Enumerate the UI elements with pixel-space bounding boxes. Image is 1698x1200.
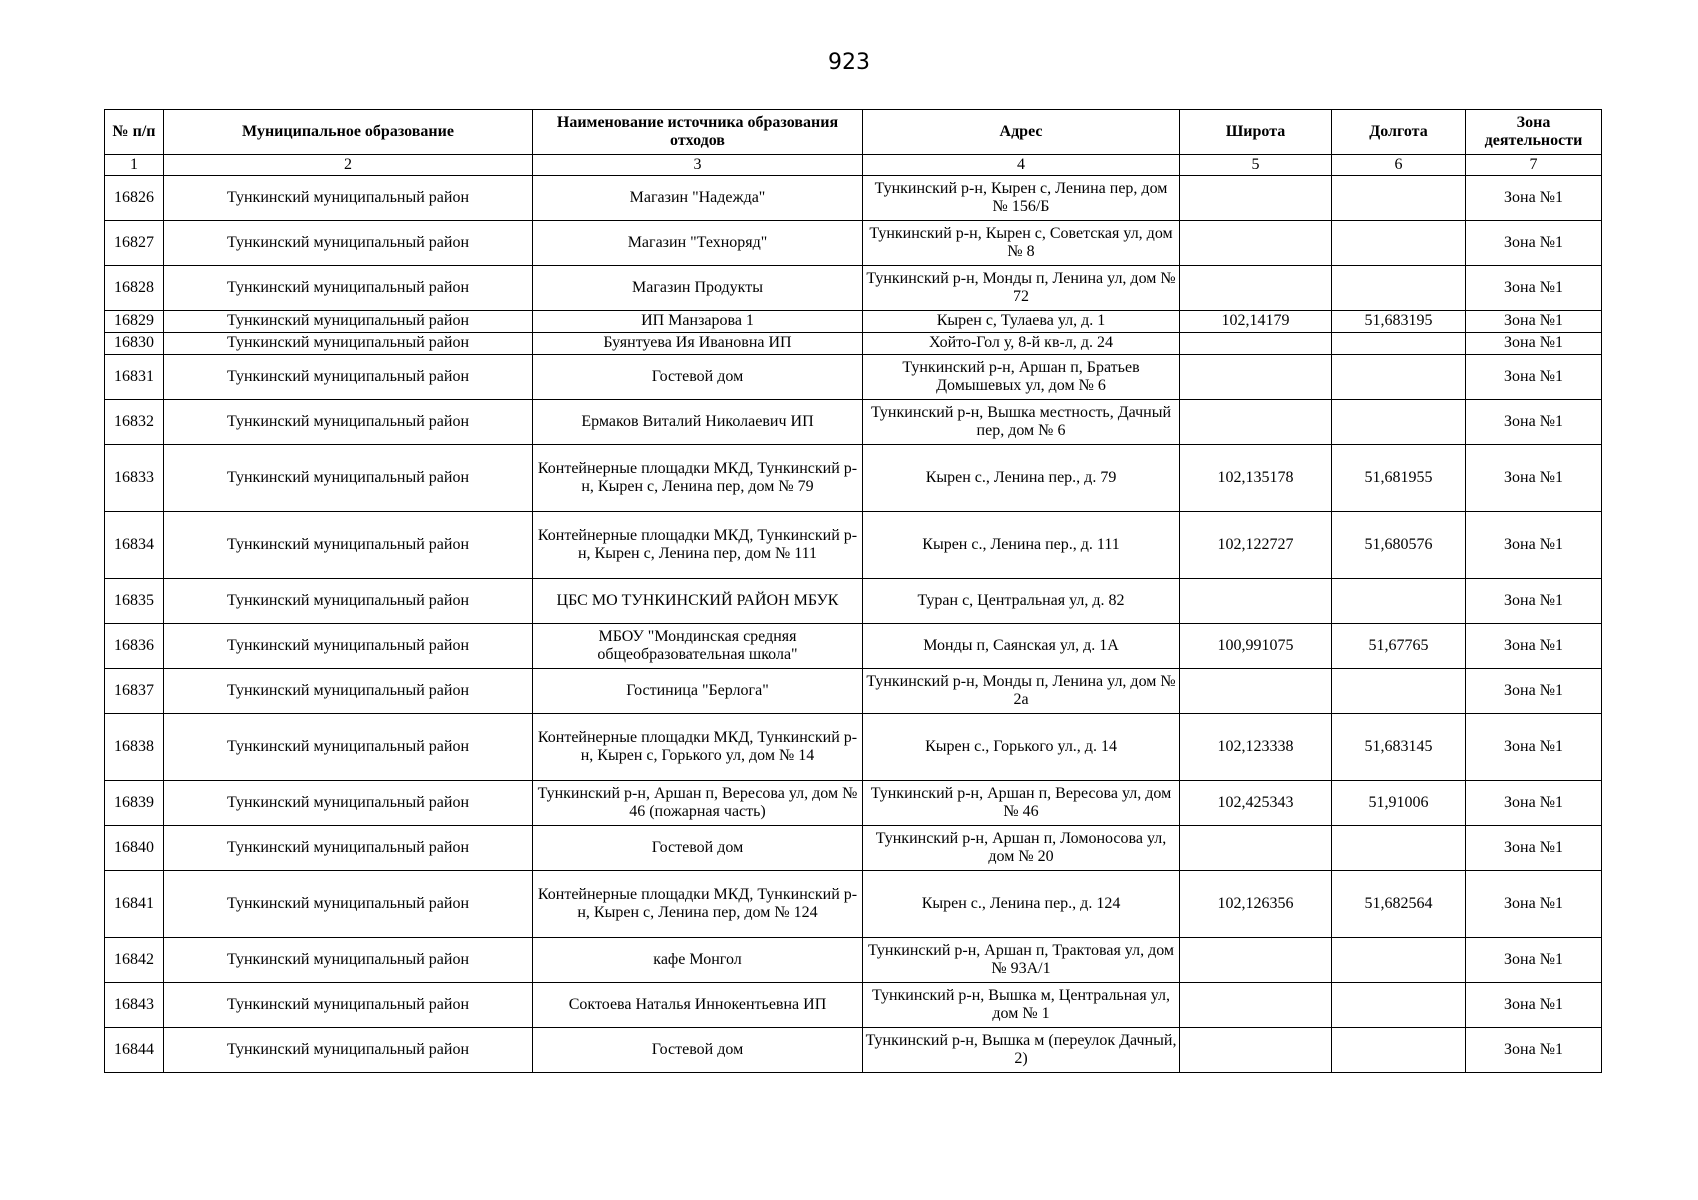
cell-num: 16828: [105, 266, 164, 311]
cell-source: ИП Манзарова 1: [533, 311, 863, 333]
cell-address: Монды п, Саянская ул, д. 1А: [863, 624, 1180, 669]
cell-address: Кырен с., Ленина пер., д. 111: [863, 512, 1180, 579]
cell-municipality: Тункинский муниципальный район: [164, 355, 533, 400]
header-zone: Зона деятельности: [1466, 110, 1602, 155]
cell-num: 16833: [105, 445, 164, 512]
cell-municipality: Тункинский муниципальный район: [164, 221, 533, 266]
cell-zone: Зона №1: [1466, 221, 1602, 266]
table-row: [105, 871, 1602, 938]
cell-num: 16838: [105, 714, 164, 781]
cell-latitude: [1180, 826, 1332, 871]
cell-zone: Зона №1: [1466, 781, 1602, 826]
column-number: 2: [164, 155, 533, 176]
cell-address: Туран с, Центральная ул, д. 82: [863, 579, 1180, 624]
cell-latitude: 102,14179: [1180, 311, 1332, 333]
cell-latitude: 102,135178: [1180, 445, 1332, 512]
table-header-row: [105, 110, 1602, 155]
cell-zone: Зона №1: [1466, 311, 1602, 333]
cell-address: Тункинский р-н, Вышка местность, Дачный пер, дом № 6: [863, 400, 1180, 445]
table-row: [105, 938, 1602, 983]
cell-latitude: [1180, 176, 1332, 221]
table-row: [105, 176, 1602, 221]
cell-latitude: [1180, 983, 1332, 1028]
cell-latitude: [1180, 333, 1332, 355]
cell-num: 16843: [105, 983, 164, 1028]
cell-num: 16835: [105, 579, 164, 624]
cell-latitude: [1180, 579, 1332, 624]
cell-address: Тункинский р-н, Вышка м, Центральная ул, дом № 1: [863, 983, 1180, 1028]
cell-source: Контейнерные площадки МКД, Тункинский р-н, Кырен с, Ленина пер, дом № 124: [533, 871, 863, 938]
cell-source: МБОУ "Мондинская средняя общеобразовательная школа": [533, 624, 863, 669]
cell-source: Контейнерные площадки МКД, Тункинский р-н, Кырен с, Горького ул, дом № 14: [533, 714, 863, 781]
cell-source: Ермаков Виталий Николаевич ИП: [533, 400, 863, 445]
cell-num: 16844: [105, 1028, 164, 1073]
cell-longitude: 51,680576: [1332, 512, 1466, 579]
cell-longitude: [1332, 1028, 1466, 1073]
cell-num: 16834: [105, 512, 164, 579]
cell-zone: Зона №1: [1466, 445, 1602, 512]
column-number: 1: [105, 155, 164, 176]
cell-zone: Зона №1: [1466, 624, 1602, 669]
cell-source: Гостевой дом: [533, 826, 863, 871]
cell-zone: Зона №1: [1466, 669, 1602, 714]
cell-source: Соктоева Наталья Иннокентьевна ИП: [533, 983, 863, 1028]
table-row: [105, 1028, 1602, 1073]
cell-longitude: [1332, 669, 1466, 714]
cell-municipality: Тункинский муниципальный район: [164, 624, 533, 669]
cell-num: 16832: [105, 400, 164, 445]
cell-address: Хойто-Гол у, 8-й кв-л, д. 24: [863, 333, 1180, 355]
table-row: [105, 579, 1602, 624]
cell-source: Гостевой дом: [533, 355, 863, 400]
cell-source: Контейнерные площадки МКД, Тункинский р-н, Кырен с, Ленина пер, дом № 79: [533, 445, 863, 512]
cell-latitude: [1180, 355, 1332, 400]
header-latitude: Широта: [1180, 110, 1332, 155]
cell-zone: Зона №1: [1466, 333, 1602, 355]
cell-zone: Зона №1: [1466, 355, 1602, 400]
cell-longitude: [1332, 176, 1466, 221]
table-row: [105, 714, 1602, 781]
cell-municipality: Тункинский муниципальный район: [164, 938, 533, 983]
cell-num: 16830: [105, 333, 164, 355]
waste-sources-table: [104, 109, 1602, 1073]
cell-latitude: 102,126356: [1180, 871, 1332, 938]
cell-num: 16836: [105, 624, 164, 669]
header-longitude: Долгота: [1332, 110, 1466, 155]
cell-address: Тункинский р-н, Аршан п, Братьев Домышевых ул, дом № 6: [863, 355, 1180, 400]
cell-source: Магазин Продукты: [533, 266, 863, 311]
cell-zone: Зона №1: [1466, 714, 1602, 781]
cell-longitude: 51,67765: [1332, 624, 1466, 669]
cell-source: Гостиница "Берлога": [533, 669, 863, 714]
cell-source: Контейнерные площадки МКД, Тункинский р-н, Кырен с, Ленина пер, дом № 111: [533, 512, 863, 579]
table-row: [105, 669, 1602, 714]
cell-source: Буянтуева Ия Ивановна ИП: [533, 333, 863, 355]
cell-address: Кырен с., Ленина пер., д. 124: [863, 871, 1180, 938]
cell-latitude: [1180, 221, 1332, 266]
cell-longitude: [1332, 333, 1466, 355]
column-number: 7: [1466, 155, 1602, 176]
cell-address: Кырен с., Ленина пер., д. 79: [863, 445, 1180, 512]
cell-num: 16842: [105, 938, 164, 983]
cell-latitude: [1180, 400, 1332, 445]
cell-num: 16840: [105, 826, 164, 871]
cell-longitude: [1332, 221, 1466, 266]
cell-source: Тункинский р-н, Аршан п, Вересова ул, дом № 46 (пожарная часть): [533, 781, 863, 826]
column-number: 6: [1332, 155, 1466, 176]
cell-address: Тункинский р-н, Аршан п, Вересова ул, дом № 46: [863, 781, 1180, 826]
table-row: [105, 624, 1602, 669]
cell-num: 16837: [105, 669, 164, 714]
cell-latitude: 102,122727: [1180, 512, 1332, 579]
header-municipality: Муниципальное образование: [164, 110, 533, 155]
cell-longitude: 51,682564: [1332, 871, 1466, 938]
cell-address: Тункинский р-н, Вышка м (переулок Дачный, 2): [863, 1028, 1180, 1073]
cell-zone: Зона №1: [1466, 266, 1602, 311]
cell-latitude: 102,425343: [1180, 781, 1332, 826]
cell-zone: Зона №1: [1466, 579, 1602, 624]
cell-source: Магазин "Надежда": [533, 176, 863, 221]
cell-municipality: Тункинский муниципальный район: [164, 266, 533, 311]
cell-address: Тункинский р-н, Кырен с, Ленина пер, дом № 156/Б: [863, 176, 1180, 221]
cell-municipality: Тункинский муниципальный район: [164, 176, 533, 221]
column-number: 3: [533, 155, 863, 176]
table-row: [105, 781, 1602, 826]
cell-longitude: [1332, 400, 1466, 445]
cell-longitude: [1332, 579, 1466, 624]
cell-address: Кырен с., Горького ул., д. 14: [863, 714, 1180, 781]
cell-municipality: Тункинский муниципальный район: [164, 983, 533, 1028]
column-number: 5: [1180, 155, 1332, 176]
cell-municipality: Тункинский муниципальный район: [164, 512, 533, 579]
table-row: [105, 400, 1602, 445]
table-row: [105, 311, 1602, 333]
cell-latitude: [1180, 669, 1332, 714]
cell-municipality: Тункинский муниципальный район: [164, 1028, 533, 1073]
cell-num: 16826: [105, 176, 164, 221]
table-row: [105, 266, 1602, 311]
cell-longitude: [1332, 355, 1466, 400]
cell-latitude: [1180, 266, 1332, 311]
cell-address: Тункинский р-н, Кырен с, Советская ул, дом № 8: [863, 221, 1180, 266]
cell-address: Тункинский р-н, Монды п, Ленина ул, дом № 72: [863, 266, 1180, 311]
cell-longitude: 51,91006: [1332, 781, 1466, 826]
table-row: [105, 221, 1602, 266]
cell-address: Кырен с, Тулаева ул, д. 1: [863, 311, 1180, 333]
header-num: № п/п: [105, 110, 164, 155]
cell-address: Тункинский р-н, Аршан п, Трактовая ул, дом № 93А/1: [863, 938, 1180, 983]
cell-address: Тункинский р-н, Аршан п, Ломоносова ул, дом № 20: [863, 826, 1180, 871]
table-row: [105, 826, 1602, 871]
table-row: [105, 333, 1602, 355]
cell-zone: Зона №1: [1466, 826, 1602, 871]
table-row: [105, 355, 1602, 400]
cell-municipality: Тункинский муниципальный район: [164, 311, 533, 333]
cell-longitude: 51,683195: [1332, 311, 1466, 333]
cell-source: Магазин "Техноряд": [533, 221, 863, 266]
header-address: Адрес: [863, 110, 1180, 155]
cell-longitude: 51,683145: [1332, 714, 1466, 781]
cell-longitude: [1332, 938, 1466, 983]
cell-latitude: 100,991075: [1180, 624, 1332, 669]
cell-latitude: 102,123338: [1180, 714, 1332, 781]
cell-municipality: Тункинский муниципальный район: [164, 333, 533, 355]
cell-zone: Зона №1: [1466, 983, 1602, 1028]
page-number: 923: [828, 50, 870, 75]
cell-municipality: Тункинский муниципальный район: [164, 826, 533, 871]
cell-zone: Зона №1: [1466, 938, 1602, 983]
cell-municipality: Тункинский муниципальный район: [164, 871, 533, 938]
cell-zone: Зона №1: [1466, 176, 1602, 221]
table-row: [105, 983, 1602, 1028]
cell-latitude: [1180, 938, 1332, 983]
cell-source: кафе Монгол: [533, 938, 863, 983]
cell-address: Тункинский р-н, Монды п, Ленина ул, дом № 2а: [863, 669, 1180, 714]
cell-num: 16839: [105, 781, 164, 826]
table-row: [105, 445, 1602, 512]
cell-num: 16831: [105, 355, 164, 400]
header-source: Наименование источника образования отходов: [533, 110, 863, 155]
column-number-row: [105, 155, 1602, 176]
cell-longitude: [1332, 826, 1466, 871]
cell-longitude: 51,681955: [1332, 445, 1466, 512]
cell-num: 16827: [105, 221, 164, 266]
cell-num: 16841: [105, 871, 164, 938]
cell-num: 16829: [105, 311, 164, 333]
cell-zone: Зона №1: [1466, 400, 1602, 445]
cell-latitude: [1180, 1028, 1332, 1073]
table-row: [105, 512, 1602, 579]
cell-longitude: [1332, 266, 1466, 311]
cell-municipality: Тункинский муниципальный район: [164, 669, 533, 714]
cell-zone: Зона №1: [1466, 512, 1602, 579]
cell-source: ЦБС МО ТУНКИНСКИЙ РАЙОН МБУК: [533, 579, 863, 624]
cell-zone: Зона №1: [1466, 871, 1602, 938]
cell-municipality: Тункинский муниципальный район: [164, 714, 533, 781]
cell-longitude: [1332, 983, 1466, 1028]
cell-source: Гостевой дом: [533, 1028, 863, 1073]
column-number: 4: [863, 155, 1180, 176]
cell-municipality: Тункинский муниципальный район: [164, 400, 533, 445]
cell-municipality: Тункинский муниципальный район: [164, 579, 533, 624]
cell-municipality: Тункинский муниципальный район: [164, 781, 533, 826]
cell-municipality: Тункинский муниципальный район: [164, 445, 533, 512]
cell-zone: Зона №1: [1466, 1028, 1602, 1073]
